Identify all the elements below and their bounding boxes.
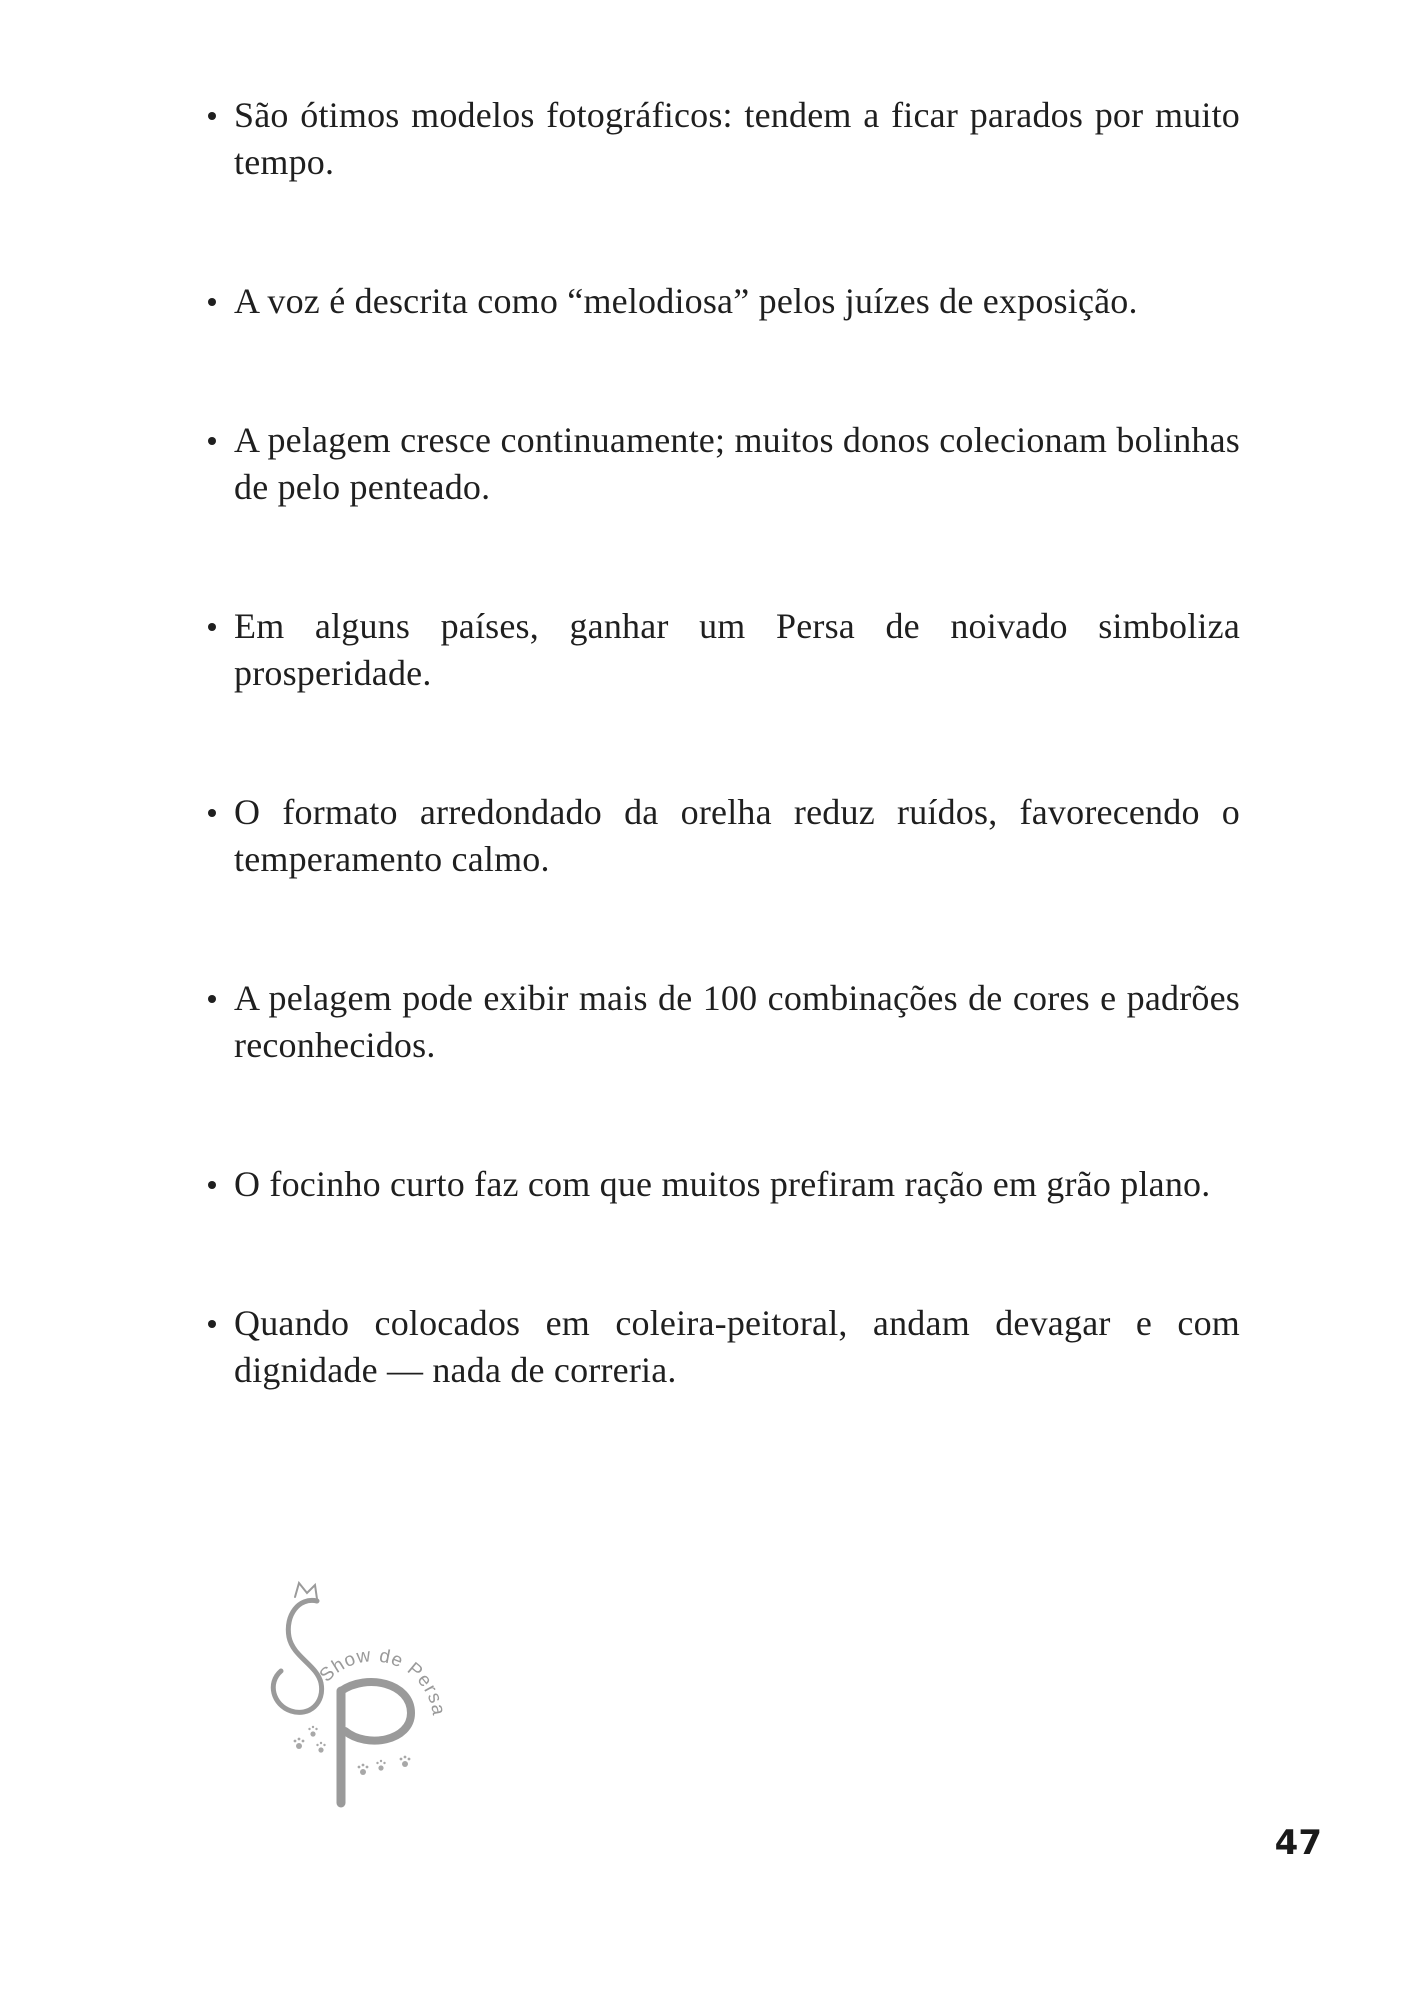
bullet-dot-icon [208,1181,216,1189]
bullet-dot-icon [208,1320,216,1328]
page-content [208,92,1240,1486]
bullet-dot-icon [208,437,216,445]
paw-print-icon [316,1742,325,1753]
list-item [208,603,1240,697]
list-item-text: A voz é descrita como “melodiosa” pelos juízes de exposição. [234,281,1138,321]
list-item [208,1161,1240,1208]
show-de-persa-logo [255,1575,465,1815]
list-item-text: A pelagem pode exibir mais de 100 combinações de cores e padrões reconhecidos. [234,978,1240,1065]
paw-print-icon [376,1760,385,1771]
page-number: 47 [1274,1823,1322,1863]
cat-ear-icon [295,1583,317,1599]
paw-print-icon [400,1756,411,1767]
list-item-text: Em alguns países, ganhar um Persa de noivado simboliza prosperidade. [234,606,1240,693]
paw-print-icon [294,1738,305,1749]
list-item-text: São ótimos modelos fotográficos: tendem a ficar parados por muito tempo. [234,95,1240,182]
list-item [208,975,1240,1069]
logo-text-path: Show de Persa [315,1645,449,1718]
list-item-text: A pelagem cresce continuamente; muitos donos colecionam bolinhas de pelo penteado. [234,420,1240,507]
bullet-dot-icon [208,298,216,306]
bullet-dot-icon [208,809,216,817]
facts-list [208,92,1240,1394]
logo-p-bowl [341,1682,411,1741]
bullet-dot-icon [208,995,216,1003]
logo-graphic [255,1575,465,1815]
bullet-dot-icon [208,112,216,120]
list-item [208,417,1240,511]
paw-print-icon [308,1726,317,1737]
list-item-text: Quando colocados em coleira-peitoral, andam devagar e com dignidade — nada de correria. [234,1303,1240,1390]
list-item-text: O focinho curto faz com que muitos prefiram ração em grão plano. [234,1164,1211,1204]
list-item [208,278,1240,325]
paw-print-icon [358,1764,369,1775]
list-item [208,789,1240,883]
list-item-text: O formato arredondado da orelha reduz ruídos, favorecendo o temperamento calmo. [234,792,1240,879]
bullet-dot-icon [208,623,216,631]
list-item [208,92,1240,186]
logo-s-stroke [273,1600,321,1712]
list-item [208,1300,1240,1394]
